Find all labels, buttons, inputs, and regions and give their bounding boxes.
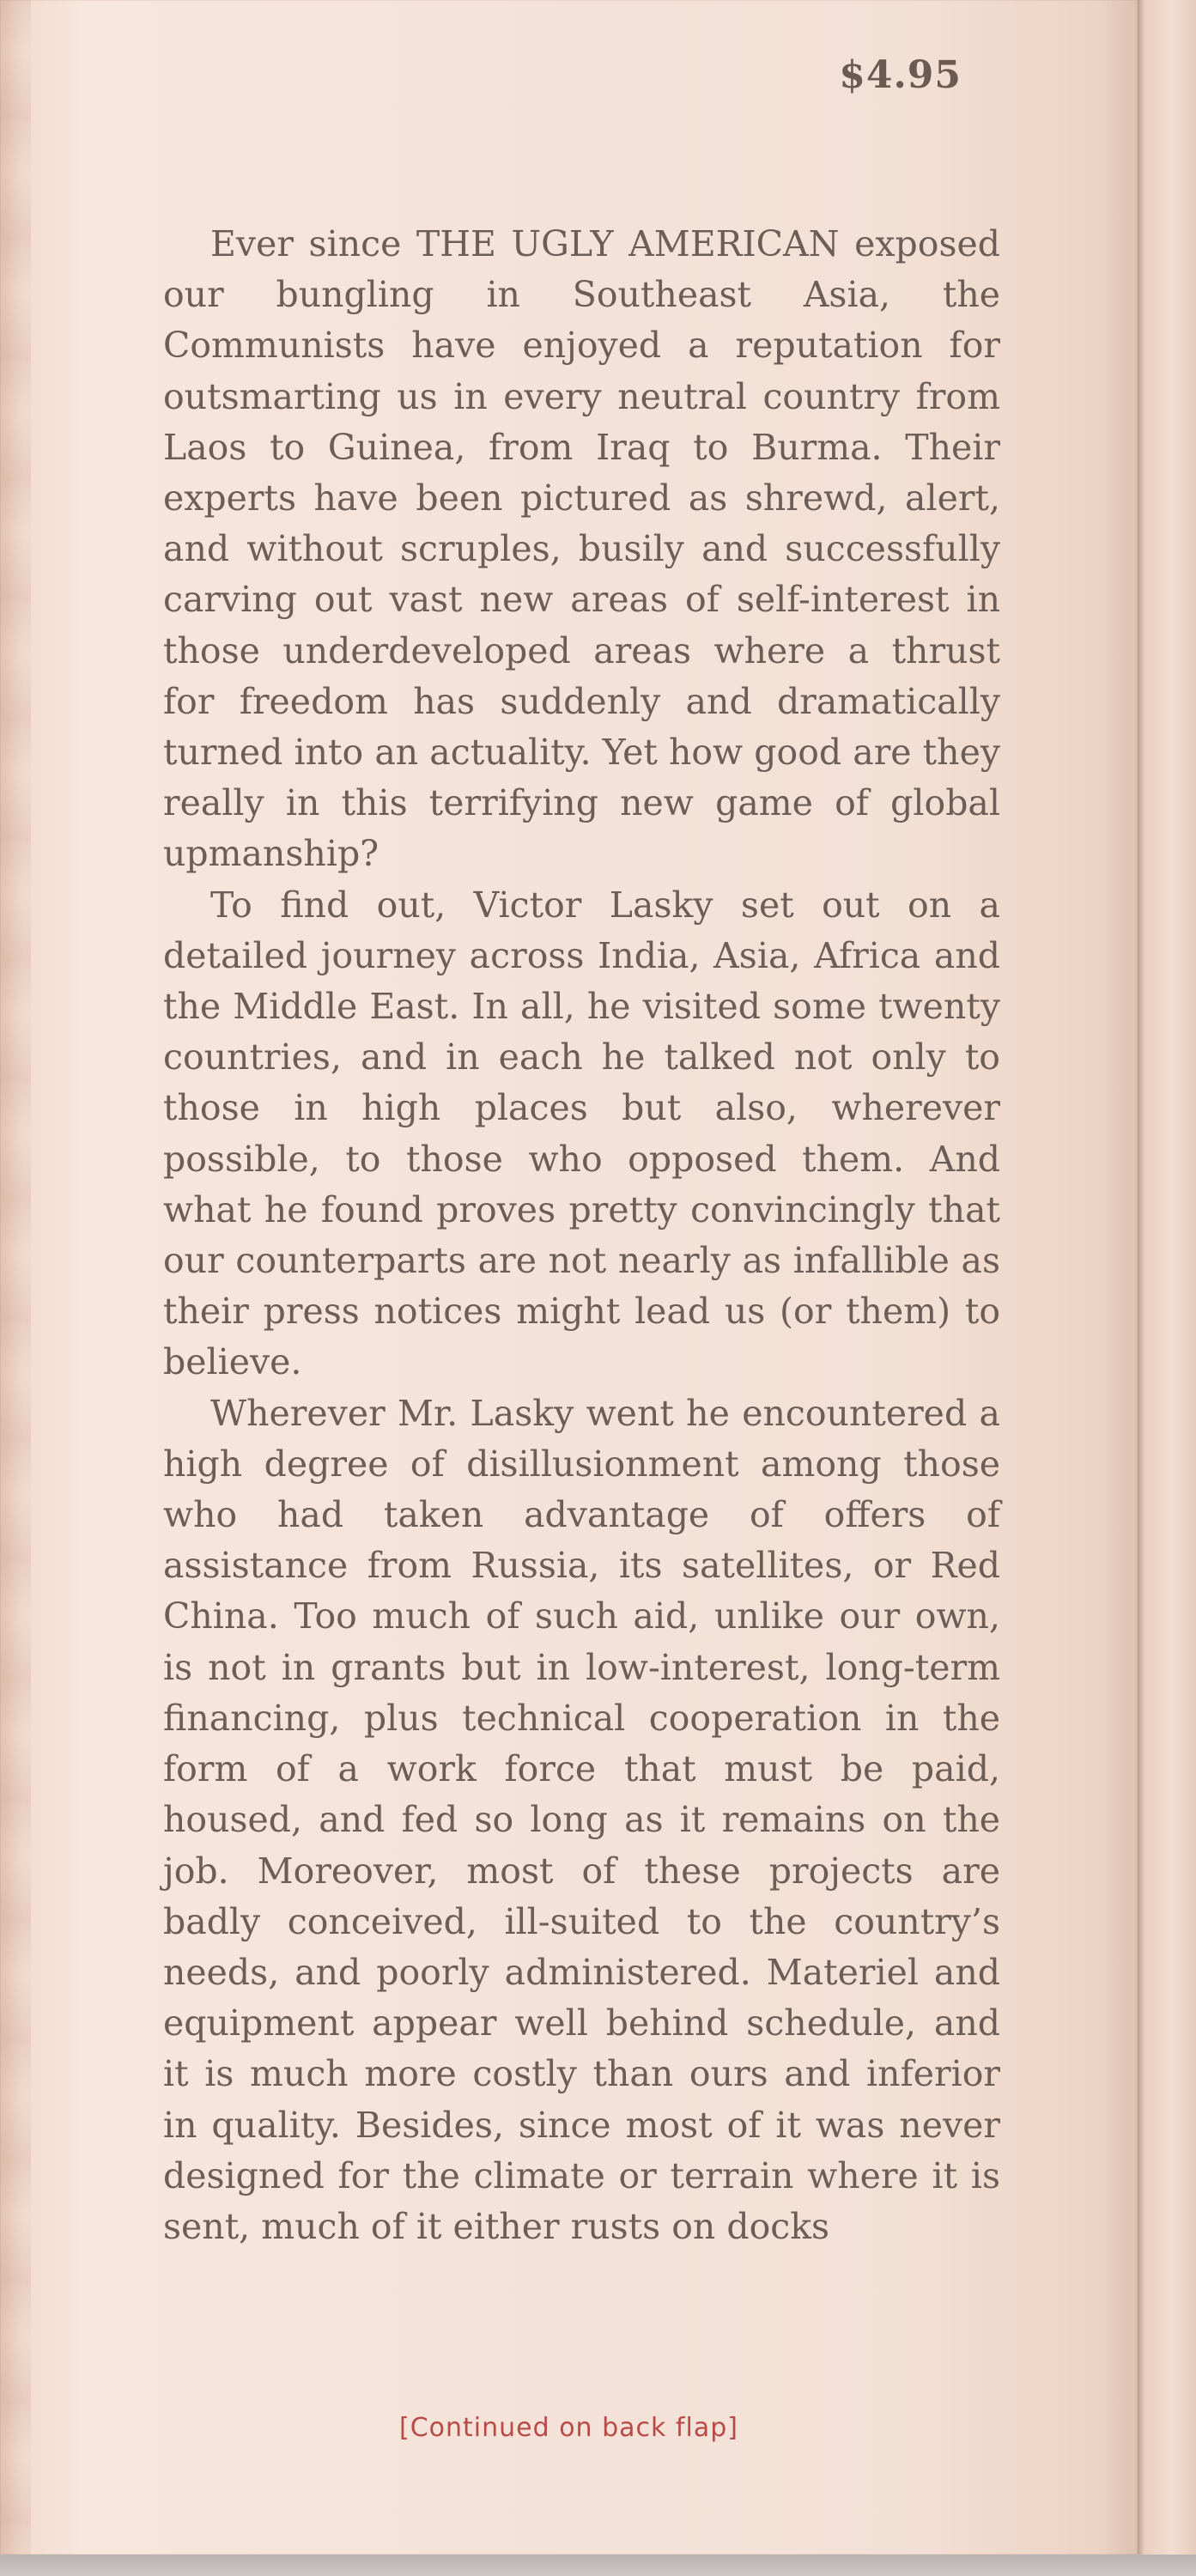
jacket-fold-gutter [1138,0,1196,2576]
blurb-paragraph-1: Ever since THE UGLY AMERICAN exposed our bungling in Southeast Asia, the Communists have enjoyed a reputation for outsmarting us in every neutral country from Laos to Guinea, from Iraq to Burma. Their experts have been pictured as shrewd, alert, and without scruples, busily and successfully carving out vast new areas of self-interest in those underdeveloped areas where a thrust for freedom has suddenly and dramatically turned into an actuality. Yet how good are they really in this terrifying new game of global upmanship? [163,223,1000,875]
bottom-edge-strip [0,2555,1196,2576]
blurb-paragraph-2: To find out, Victor Lasky set out on a detailed journey across India, Asia, Africa and the Middle East. In all, he visited some twenty countries, and in each he talked not only to those in high places but also, wherever possible, to those who opposed them. And what he found proves pretty convincingly that our counterparts are not nearly as infallible as their press notices might lead us (or them) to believe. [163,884,1000,1383]
flap-blurb-text [163,219,1000,2252]
price-label: $4.95 [839,53,962,97]
blurb-paragraph-3: Wherever Mr. Lasky went he encountered a high degree of disillusionment among those who had taken advantage of offers of assistance from Russia, its satellites, or Red China. Too much of such aid, unlike our own, is not in grants but in low-interest, long-term financing, plus technical cooperation in the form of a work force that must be paid, housed, and fed so long as it remains on the job. Moreover, most of these projects are badly conceived, ill-suited to the country’s needs, and poorly administered. Materiel and equipment appear well behind schedule, and it is much more costly than ours and inferior in quality. Besides, since most of it was never designed for the climate or terrain where it is sent, much of it either rusts on docks [163,1392,1000,2247]
continued-on-back-flap-note: [Continued on back flap] [399,2413,738,2443]
left-edge-wear [0,0,31,2555]
